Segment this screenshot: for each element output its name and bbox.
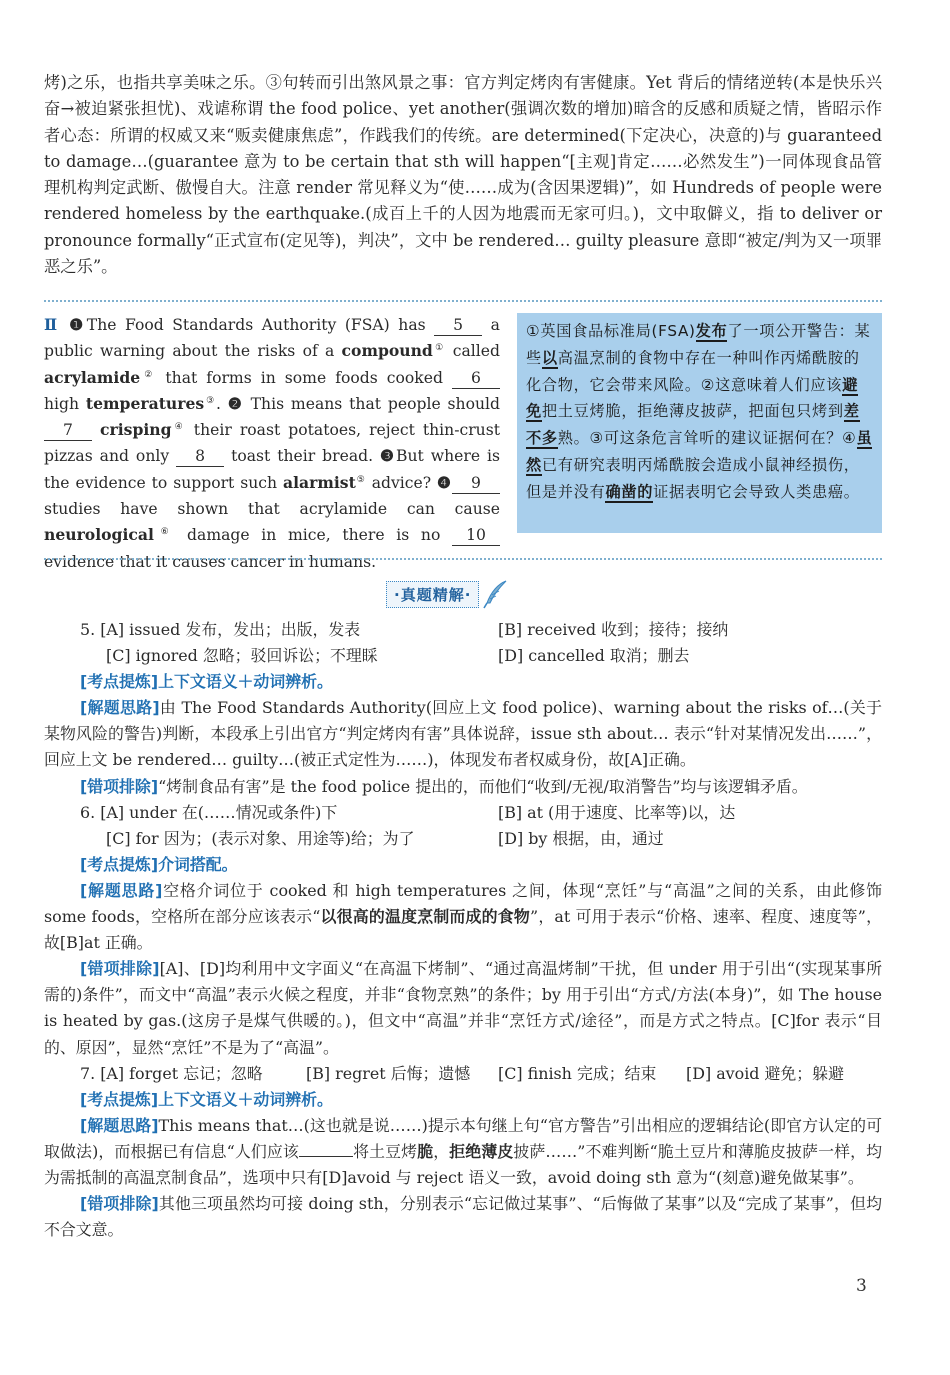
blank-5[interactable]: 5: [434, 315, 482, 336]
question-6-options-row-2: [44, 826, 882, 852]
footnote-marker: ④: [171, 422, 186, 432]
keyword-alarmist: alarmist: [283, 472, 356, 492]
option-7a[interactable]: 7. [A] forget 忘记；忽略: [80, 1063, 263, 1083]
blank-9[interactable]: 9: [452, 473, 500, 494]
highlight-word: 发布: [695, 322, 728, 340]
option-6b[interactable]: [B] at (用于速度、比率等)以，达: [498, 802, 736, 822]
blank-7[interactable]: 7: [44, 420, 92, 441]
q7-reasoning: [解题思路]This means that…(这也就是说……)提示本句继上句“官方警告”引出相应的逻辑结论(即官方认定的可取做法)，而根据已有信息“人们应该 将土豆烤脆，拒绝薄皮披萨……”不难判断“脆土豆片和薄脆皮披萨一样，均为需抵制的高温烹制食品”，选项中只有[D]avoid 与 reject 语义一致，avoid doing sth 意为“(刻意)避免做某事”。: [44, 1115, 883, 1187]
option-6c[interactable]: [C] for 因为；(表示对象、用途等)给；为了: [106, 828, 415, 848]
footnote-marker: ③: [204, 395, 217, 406]
option-5d[interactable]: [D] cancelled 取消；删去: [498, 646, 690, 666]
section-banner: [386, 581, 509, 607]
question-6-options-row-1: [44, 800, 882, 826]
option-7c[interactable]: [C] finish 完成；结束: [498, 1063, 657, 1083]
banner-title: ·真题精解·: [386, 581, 479, 608]
highlight-word: 避免: [526, 375, 859, 421]
intro-paragraph: 烤)之乐，也指共享美味之乐。③句转而引出煞风景之事：官方判定烤肉有害健康。Yet 背后的情绪逆转(本是快乐兴奋→被迫紧张担忧)、戏谑称谓 the food police、yet another(强调次数的增加)暗含的反感和质疑之情，皆昭示作者心态：所谓的权威又来“贩卖健康焦虑”，作践我们的传统。are determined(下定决心，决意的)与 guaranteed to damage…(guarantee 意为 to be certain that sth will happen“[主观]肯定……必然发生”)一同体现食品管理机构判定武断、傲慢自大。注意 render 常见释义为“使……成为(含因果逻辑)”，如 Hundreds of people were rendered homeless by the earthquake.(成百上千的人因为地震而无家可归。)，文中取僻义，指 to deliver or pronounce formally“正式宣布(定见等)，判决”，文中 be rendered… guilty pleasure 意即“被定/判为又一项罪恶之乐”。: [44, 73, 882, 277]
option-6d[interactable]: [D] by 根据，由，通过: [498, 828, 664, 848]
divider-top: [44, 300, 882, 302]
option-7b[interactable]: [B] regret 后悔；遗憾: [306, 1063, 471, 1083]
question-7-options-row: [44, 1061, 882, 1087]
section-marker: Ⅱ: [44, 315, 61, 334]
option-6a[interactable]: 6. [A] under 在(……情况或条件)下: [80, 802, 338, 822]
quill-pen-icon: [481, 579, 509, 609]
footnote-marker: ⑤: [355, 474, 366, 485]
blank-10[interactable]: 10: [452, 525, 500, 546]
sentence-marker-2: ❷: [227, 393, 244, 413]
keyword-acrylamide: acrylamide: [44, 367, 141, 387]
keyword-compound: compound: [341, 341, 433, 361]
q5-reasoning: [解题思路]由 The Food Standards Authority(回应上文 food police)、warning about the risks of…(关于某物风险的警告)判断，本段承上引出官方“判定烤肉有害”具体说辞，issue sth about… 表示“针对某情况发出……”，回应上文 be rendered… guilty…(被正式定性为……)，体现发布者权威身份，故[A]正确。: [44, 698, 882, 770]
option-7d[interactable]: [D] avoid 避免；躲避: [686, 1063, 844, 1083]
solutions-section: [44, 617, 882, 1243]
sentence-marker-1: ❶: [69, 315, 87, 334]
translation-box: ①英国食品标准局(FSA)发布了一项公开警告：某些以高温烹制的食物中存在一种叫作丙烯酰胺的化合物，它会带来风险。②这意味着人们应该避免把土豆烤脆，拒绝薄皮披萨，把面包只烤到差不多熟。③可这条危言耸听的建议证据何在？④虽然已有研究表明丙烯酰胺会造成小鼠神经损伤，但是并没有确凿的证据表明它会导致人类患癌。: [517, 313, 882, 533]
sentence-marker-3: ❸: [380, 446, 397, 466]
q5-elimination: [错项排除]“烤制食品有害”是 the food police 提出的，而他们“收到/无视/取消警告”均与该逻辑矛盾。: [80, 776, 808, 796]
q6-elimination: [错项排除][A]、[D]均利用中文字面义“在高温下烤制”、“通过高温烤制”干扰，但 under 用于引出“(实现某事所需的)条件”，而文中“高温”表示火候之程度，并非“食物烹熟”的条件；by 用于引出“方式/方法(本身)”，如 The house is heated by gas.(这房子是煤气供暖的。)，但文中“高温”并非“烹饪方式/途径”，而是方式之特点。[C]for 表示“目的、原因”，显然“烹饪”不是为了“高温”。: [44, 959, 882, 1057]
q6-key-point: [考点提炼]介词搭配。: [80, 854, 238, 874]
q7-elimination: [错项排除]其他三项虽然均可接 doing sth，分别表示“忘记做过某事”、“后悔做了某事”以及“完成了某事”，但均不合文意。: [44, 1194, 882, 1240]
option-5b[interactable]: [B] received 收到；接待；接纳: [498, 620, 729, 639]
highlight-word: 确凿的: [605, 482, 654, 501]
q6-reasoning: [解题思路]空格介词位于 cooked 和 high temperatures 之间，体现“烹饪”与“高温”之间的关系，由此修饰 some foods，空格所在部分应该表示“以很高的温度烹制而成的食物”，at 可用于表示“价格、速率、程度、速度等”，故[B]at 正确。: [44, 880, 882, 953]
keyword-neurological: neurological: [44, 525, 154, 545]
page-number: 3: [856, 1276, 867, 1296]
blank-8[interactable]: 8: [176, 446, 224, 467]
option-5a[interactable]: 5. [A] issued 发布，发出；出版，发表: [80, 620, 361, 639]
sentence-marker-4: ❹: [437, 472, 452, 492]
q5-key-point: [考点提炼]上下文语义＋动词辨析。: [80, 672, 333, 692]
keyword-temperatures: temperatures: [85, 393, 205, 413]
divider-bottom: [44, 558, 882, 560]
option-5c[interactable]: [C] ignored 忽略；驳回诉讼；不理睬: [106, 646, 378, 666]
blank-6[interactable]: 6: [452, 368, 500, 389]
footnote-marker: ②: [140, 369, 157, 380]
answer-blank: [299, 1141, 353, 1157]
question-5-options-row-2: [44, 643, 882, 669]
footnote-marker: ①: [432, 343, 446, 354]
q7-key-point: [考点提炼]上下文语义＋动词辨析。: [80, 1089, 333, 1109]
highlight-word: 虽然: [526, 429, 873, 474]
question-5-options-row-1: [44, 617, 882, 643]
keyword-crisping: crisping: [100, 420, 172, 440]
footnote-marker: ⑥: [153, 527, 176, 538]
highlight-word: 以: [541, 348, 558, 367]
highlight-word: 差不多: [526, 402, 860, 448]
passage-text: Ⅱ ❶The Food Standards Authority (FSA) has 5 a public warning about the risks of a compound① called acrylamide② that forms in some foods cooked 6 high temperatures③. ❷ This means that people should 7 crisping④ their roast potatoes, reject thin-crust pizzas and only 8 toast their bread. ❸But where is the evidence to support such alarmist⑤ advice? ❹ 9 studies have shown that acrylamide can cause neurological⑥ damage in mice, there is no 10 evidence that it causes cancer in humans.: [44, 315, 500, 571]
